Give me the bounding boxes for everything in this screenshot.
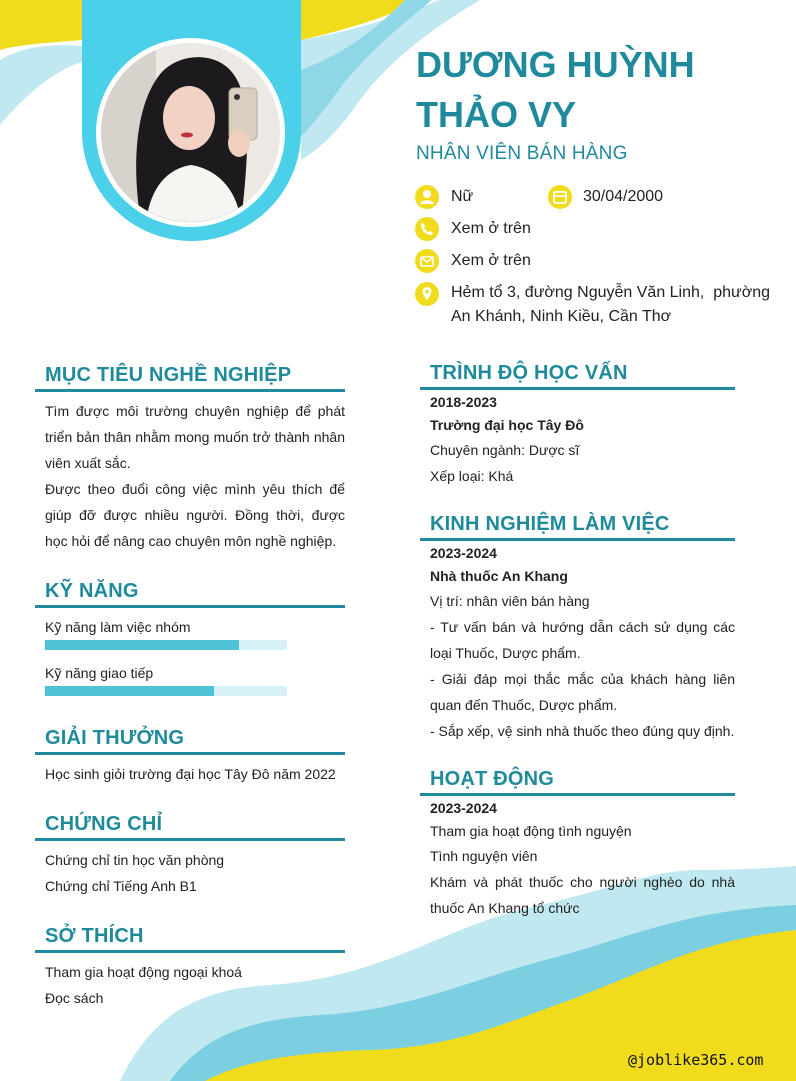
experience-position: Vị trí: nhân viên bán hàng	[430, 593, 590, 609]
skills-title: KỸ NĂNG	[45, 580, 139, 602]
awards-divider	[35, 752, 345, 755]
skills-divider	[35, 605, 345, 608]
certificate-item: Chứng chỉ tin học văn phòng	[45, 852, 225, 868]
candidate-name	[416, 40, 776, 140]
phone: Xem ở trên	[451, 220, 531, 237]
activities-divider	[420, 793, 735, 796]
activity-role: Tình nguyện viên	[430, 848, 538, 864]
user-icon	[415, 185, 439, 209]
footer-watermark: @joblike365.com	[628, 1051, 764, 1069]
profile-photo	[101, 43, 280, 222]
education-title: TRÌNH ĐỘ HỌC VẤN	[430, 362, 628, 384]
education-grade: Xếp loại: Khá	[430, 468, 514, 484]
education-divider	[420, 387, 735, 390]
award-item: Học sinh giỏi trường đại học Tây Đô năm 2022	[45, 766, 336, 782]
skill-bar-track	[45, 686, 287, 696]
education-period: 2018-2023	[430, 394, 497, 410]
phone-icon	[415, 217, 439, 241]
objective-paragraph-2: Được theo đuổi công việc mình yêu thích để giúp đỡ được nhiều người. Đồng thời, được học hỏi để nâng cao chuyên môn nghề nghiệp.	[45, 481, 345, 549]
name-line-1: DƯƠNG HUỲNH	[416, 44, 695, 85]
hobbies-divider	[35, 950, 345, 953]
skill-label: Kỹ năng giao tiếp	[45, 665, 154, 681]
education-school: Trường đại học Tây Đô	[430, 417, 584, 433]
address-line-1: Hẻm tổ 3, đường Nguyễn Văn Linh, phường	[451, 284, 771, 301]
job-title: NHÂN VIÊN BÁN HÀNG	[416, 143, 628, 164]
email-icon	[415, 249, 439, 273]
name-line-2: THẢO VY	[416, 94, 577, 135]
skill-bar-fill	[45, 640, 239, 650]
activities-period: 2023-2024	[430, 800, 497, 816]
experience-duty-1: - Tư vấn bán và hướng dẫn cách sử dụng các loại Thuốc, Dược phẩm.	[430, 619, 735, 661]
activities-title: HOẠT ĐỘNG	[430, 768, 555, 790]
certificates-divider	[35, 838, 345, 841]
hobbies-title: SỞ THÍCH	[45, 925, 144, 947]
skill-bar-fill	[45, 686, 214, 696]
certificates-title: CHỨNG CHỈ	[45, 813, 163, 835]
skill-bar-track	[45, 640, 287, 650]
hobby-item: Đọc sách	[45, 990, 104, 1006]
experience-duty-2: - Giải đáp mọi thắc mắc của khách hàng liên quan đến Thuốc, Dược phẩm.	[430, 671, 735, 713]
experience-period: 2023-2024	[430, 545, 497, 561]
location-icon	[415, 282, 439, 306]
awards-title: GIẢI THƯỞNG	[45, 727, 185, 749]
calendar-icon	[548, 185, 572, 209]
certificate-item: Chứng chỉ Tiếng Anh B1	[45, 878, 197, 894]
experience-title: KINH NGHIỆM LÀM VIỆC	[430, 513, 670, 535]
birthday: 30/04/2000	[583, 188, 664, 205]
skill-label: Kỹ năng làm việc nhóm	[45, 619, 191, 635]
activity-name: Tham gia hoạt động tình nguyện	[430, 823, 632, 839]
activity-description: Khám và phát thuốc cho người nghèo do nhà thuốc An Khang tổ chức	[430, 874, 735, 916]
gender: Nữ	[451, 188, 474, 205]
experience-divider	[420, 538, 735, 541]
hobby-item: Tham gia hoạt động ngoại khoá	[45, 964, 242, 980]
address	[451, 281, 771, 329]
email: Xem ở trên	[451, 252, 531, 269]
address-line-2: An Khánh, Ninh Kiều, Cần Thơ	[451, 308, 672, 325]
education-major: Chuyên ngành: Dược sĩ	[430, 442, 580, 458]
objective-paragraph-1: Tìm được môi trường chuyên nghiệp để phát triển bản thân nhằm mong muốn trở thành nhân viên xuất sắc.	[45, 403, 345, 471]
experience-company: Nhà thuốc An Khang	[430, 568, 568, 584]
objective-title: MỤC TIÊU NGHỀ NGHIỆP	[45, 364, 292, 386]
objective-divider	[35, 389, 345, 392]
experience-duty-3: - Sắp xếp, vệ sinh nhà thuốc theo đúng quy định.	[430, 723, 735, 739]
